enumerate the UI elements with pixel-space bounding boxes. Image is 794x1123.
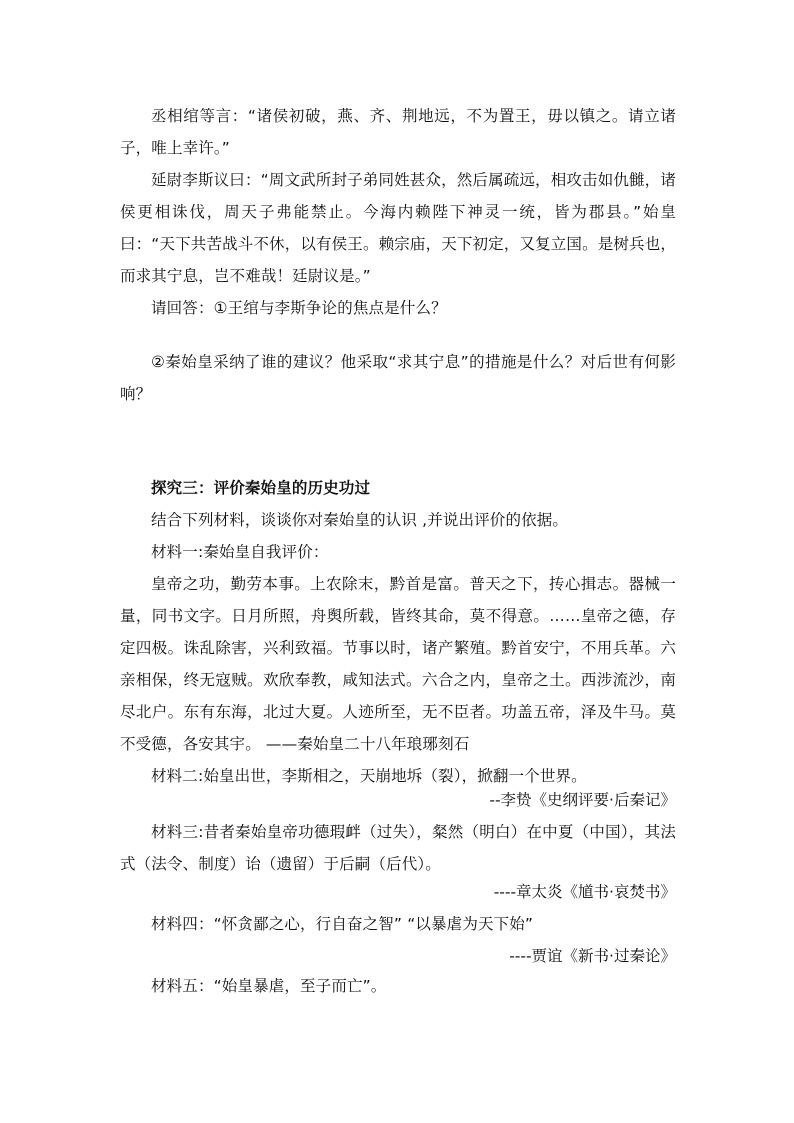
material-three-source: ----章太炎《馗书·哀焚书》 <box>493 883 676 901</box>
paragraph-li-si-argument: 延尉李斯议曰：“周文武所封子弟同姓甚众，然后属疏远，相攻击如仇雠，诸侯更相诛伐，周天子弗能禁止。今海内赖陛下神灵一统，皆为郡县。”始皇曰：“天下共苦战斗不休，以有侯王。赖宗庙，天下初定，又复立国。是树兵也，而求其宁息，岂不难哉！廷尉议是。” <box>120 171 676 285</box>
material-one-text: 皇帝之功，勤劳本事。上农除末，黔首是富。普天之下，抟心揖志。器械一量，同书文字。日月所照，舟舆所载，皆终其命，莫不得意。……皇帝之德，存定四极。诛乱除害，兴利致福。节事以时，诸产繁殖。黔首安宁，不用兵革。六亲相保，终无寇贼。欢欣奉教，咸知法式。六合之内，皇帝之土。西涉流沙，南尽北户。东有东海，北过大夏。人迹所至，无不臣者。功盖五帝，泽及牛马。莫不受德，各安其宇。 ——秦始皇二十八年琅琊刻石 <box>120 575 676 753</box>
material-five-text: 材料五：“始皇暴虐，至子而亡”。 <box>151 977 387 995</box>
material-two-text: 材料二:始皇出世，李斯相之，天崩地坼（裂），掀翻一个世界。 <box>151 767 587 785</box>
material-four-text: 材料四：“怀贪鄙之心，行自奋之智” “以暴虐为天下始” <box>151 915 534 933</box>
question-two: ②秦始皇采纳了谁的建议？他采取“求其宁息”的措施是什么？对后世有何影响？ <box>120 353 676 403</box>
paragraph-wang-wan-proposal: 丞相绾等言：“诸侯初破，燕、齐、荆地远，不为置王，毋以镇之。请立诸子，唯上幸许。” <box>120 107 676 157</box>
material-two-source: --李贽《史纲评要·后秦记》 <box>489 791 676 809</box>
material-four-source: ----贾谊《新书·过秦论》 <box>509 947 676 965</box>
material-three-text: 材料三:昔者秦始皇帝功德瑕衅（过失），粲然（明白）在中夏（中国），其法式（法令、制度）诒（遗留）于后嗣（后代）。 <box>120 823 676 873</box>
material-one-label: 材料一:秦始皇自我评价： <box>151 543 329 561</box>
question-one: 请回答：①王绾与李斯争论的焦点是什么？ <box>151 299 447 317</box>
section-intro: 结合下列材料，谈谈你对秦始皇的认识 ,并说出评价的依据。 <box>151 511 569 529</box>
section-heading: 探究三：评价秦始皇的历史功过 <box>151 479 371 497</box>
